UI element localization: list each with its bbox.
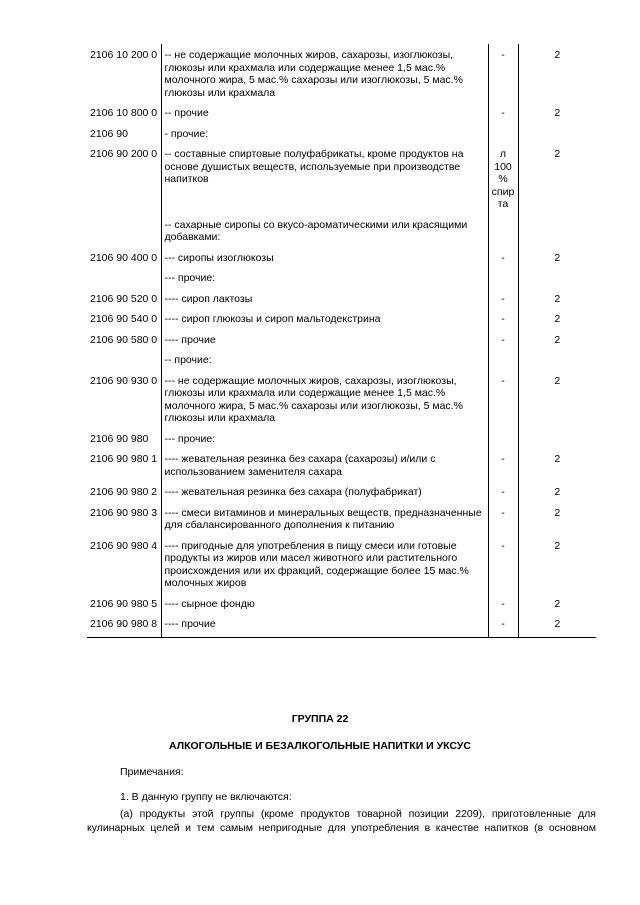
tariff-code-cell: 2106 90 980 3 [90, 506, 158, 519]
tariff-code-cell: 2106 90 400 0 [90, 251, 158, 264]
unit-cell: - [488, 44, 518, 102]
unit-cell: - [488, 288, 518, 309]
rate-cell: 2 [554, 333, 561, 346]
table-row [87, 288, 596, 309]
table-row [87, 247, 596, 268]
group-number: ГРУППА 22 [291, 713, 349, 725]
table-row [87, 613, 596, 637]
table-row [87, 349, 596, 370]
rate-cell: 2 [554, 292, 561, 305]
table-row [87, 102, 596, 123]
unit-cell [488, 349, 518, 370]
unit-cell: - [488, 593, 518, 614]
unit-cell: - [488, 502, 518, 535]
table-row [87, 428, 596, 449]
tariff-code-cell: 2106 90 980 8 [87, 613, 161, 637]
description-cell: ---- жевательная резинка без сахара (сахарозы) и/или с использованием заменителя сахара [161, 448, 488, 481]
description-cell: --- прочие: [161, 267, 488, 288]
tariff-code-cell: 2106 90 580 0 [90, 333, 158, 346]
tariff-code-cell [87, 267, 161, 288]
tariff-code-cell: 2106 90 520 0 [90, 292, 158, 305]
unit-cell: л 100 % спир та [488, 143, 518, 214]
tariff-code-cell: 2106 10 800 0 [90, 107, 158, 119]
tariff-code-cell: 2106 90 [90, 127, 128, 140]
rate-cell: 2 [554, 506, 561, 519]
table-row [87, 123, 596, 144]
tariff-code-cell: 2106 90 980 1 [90, 453, 158, 465]
rate-cell: 2 [554, 453, 561, 465]
table-row [87, 44, 596, 102]
description-cell: ---- сырное фондю [161, 593, 488, 614]
tariff-table [87, 44, 596, 638]
table-row [87, 308, 596, 329]
rate-cell: 2 [554, 107, 561, 119]
unit-cell: - [488, 102, 518, 123]
rate-cell: 2 [554, 374, 561, 387]
table-row [87, 535, 596, 593]
tariff-code-cell: 2106 90 980 5 [90, 597, 158, 610]
description-cell: -- составные спиртовые полуфабрикаты, кроме продуктов на основе душистых веществ, используемые при производстве напитков [161, 143, 488, 214]
table-row [87, 481, 596, 502]
description-cell: ---- прочие [161, 329, 488, 350]
description-cell: ---- сироп глюкозы и сироп мальтодекстрина [161, 308, 488, 329]
table-row [87, 267, 596, 288]
group-title: АЛКОГОЛЬНЫЕ И БЕЗАЛКОГОЛЬНЫЕ НАПИТКИ И УКСУС [169, 740, 471, 752]
unit-cell [488, 267, 518, 288]
rate-cell: 2 [554, 313, 561, 325]
table-row [87, 214, 596, 247]
description-cell: ---- смеси витаминов и минеральных веществ, предназначенные для сбалансированного дополнения к питанию [161, 502, 488, 535]
rate-cell [518, 123, 596, 144]
rate-cell: 2 [518, 613, 596, 637]
unit-cell: - [488, 448, 518, 481]
unit-cell: - [488, 535, 518, 593]
unit-cell: - [488, 247, 518, 268]
tariff-code-cell: 2106 90 980 4 [90, 539, 158, 552]
description-cell: ---- пригодные для употребления в пищу смеси или готовые продукты из жиров или масел животного или растительного происхождения или их фракций, содержащие более 15 мас.% молочных жиров [161, 535, 488, 593]
unit-cell [488, 123, 518, 144]
notes-heading: Примечания: [120, 766, 184, 778]
tariff-table-body [87, 44, 596, 637]
rate-cell [518, 349, 596, 370]
description-cell: --- не содержащие молочных жиров, сахарозы, изоглюкозы, глюкозы или крахмала или содержащие менее 1,5 мас.% молочного жира, 5 мас.% сахарозы или изоглюкозы, 5 мас.% глюкозы или крахмала [161, 370, 488, 428]
rate-cell: 2 [554, 597, 561, 610]
description-cell: ---- жевательная резинка без сахара (полуфабрикат) [161, 481, 488, 502]
table-row [87, 370, 596, 428]
unit-cell [488, 214, 518, 247]
rate-cell [518, 214, 596, 247]
description-cell: -- не содержащие молочных жиров, сахарозы, изоглюкозы, глюкозы или крахмала или содержащие менее 1,5 мас.% молочного жира, 5 мас.% сахарозы или изоглюкозы, 5 мас.% глюкозы или крахмала [161, 44, 488, 102]
unit-cell: - [488, 370, 518, 428]
rate-cell: 2 [554, 49, 561, 61]
description-cell: -- прочие: [161, 349, 488, 370]
note-item-a-line1: (а) продукты этой группы (кроме продуктов товарной позиции 2209), приготовленные для [120, 808, 596, 820]
table-row [87, 329, 596, 350]
rate-cell [518, 267, 596, 288]
description-cell: ---- сироп лактозы [161, 288, 488, 309]
tariff-code-cell [87, 214, 161, 247]
rate-cell: 2 [554, 539, 561, 552]
tariff-code-cell: 2106 10 200 0 [90, 49, 158, 61]
tariff-code-cell [87, 349, 161, 370]
table-row [87, 143, 596, 214]
unit-cell: - [488, 481, 518, 502]
description-cell: - прочие: [161, 123, 488, 144]
table-row [87, 593, 596, 614]
description-cell: --- прочие: [161, 428, 488, 449]
table-row [87, 502, 596, 535]
description-cell: -- сахарные сиропы со вкусо-ароматическими или красящими добавками: [161, 214, 488, 247]
unit-cell: - [488, 329, 518, 350]
rate-cell: 2 [554, 251, 561, 264]
description-cell: --- сиропы изоглюкозы [161, 247, 488, 268]
unit-cell [488, 428, 518, 449]
tariff-code-cell: 2106 90 930 0 [90, 374, 158, 387]
note-item-a-line2: кулинарных целей и тем самым непригодные для употребления в качестве напитков (в основном [87, 822, 596, 834]
rate-cell: 2 [554, 148, 561, 160]
rate-cell: 2 [554, 486, 561, 498]
tariff-code-cell: 2106 90 200 0 [90, 148, 158, 160]
note-item-1: 1. В данную группу не включаются: [120, 791, 292, 803]
rate-cell [518, 428, 596, 449]
tariff-code-cell: 2106 90 980 [90, 432, 149, 445]
unit-cell: - [488, 308, 518, 329]
description-cell: -- прочие [161, 102, 488, 123]
unit-cell: - [488, 613, 518, 637]
tariff-code-cell: 2106 90 540 0 [90, 313, 158, 325]
description-cell: ---- прочие [161, 613, 488, 637]
table-row [87, 448, 596, 481]
tariff-code-cell: 2106 90 980 2 [90, 486, 158, 498]
